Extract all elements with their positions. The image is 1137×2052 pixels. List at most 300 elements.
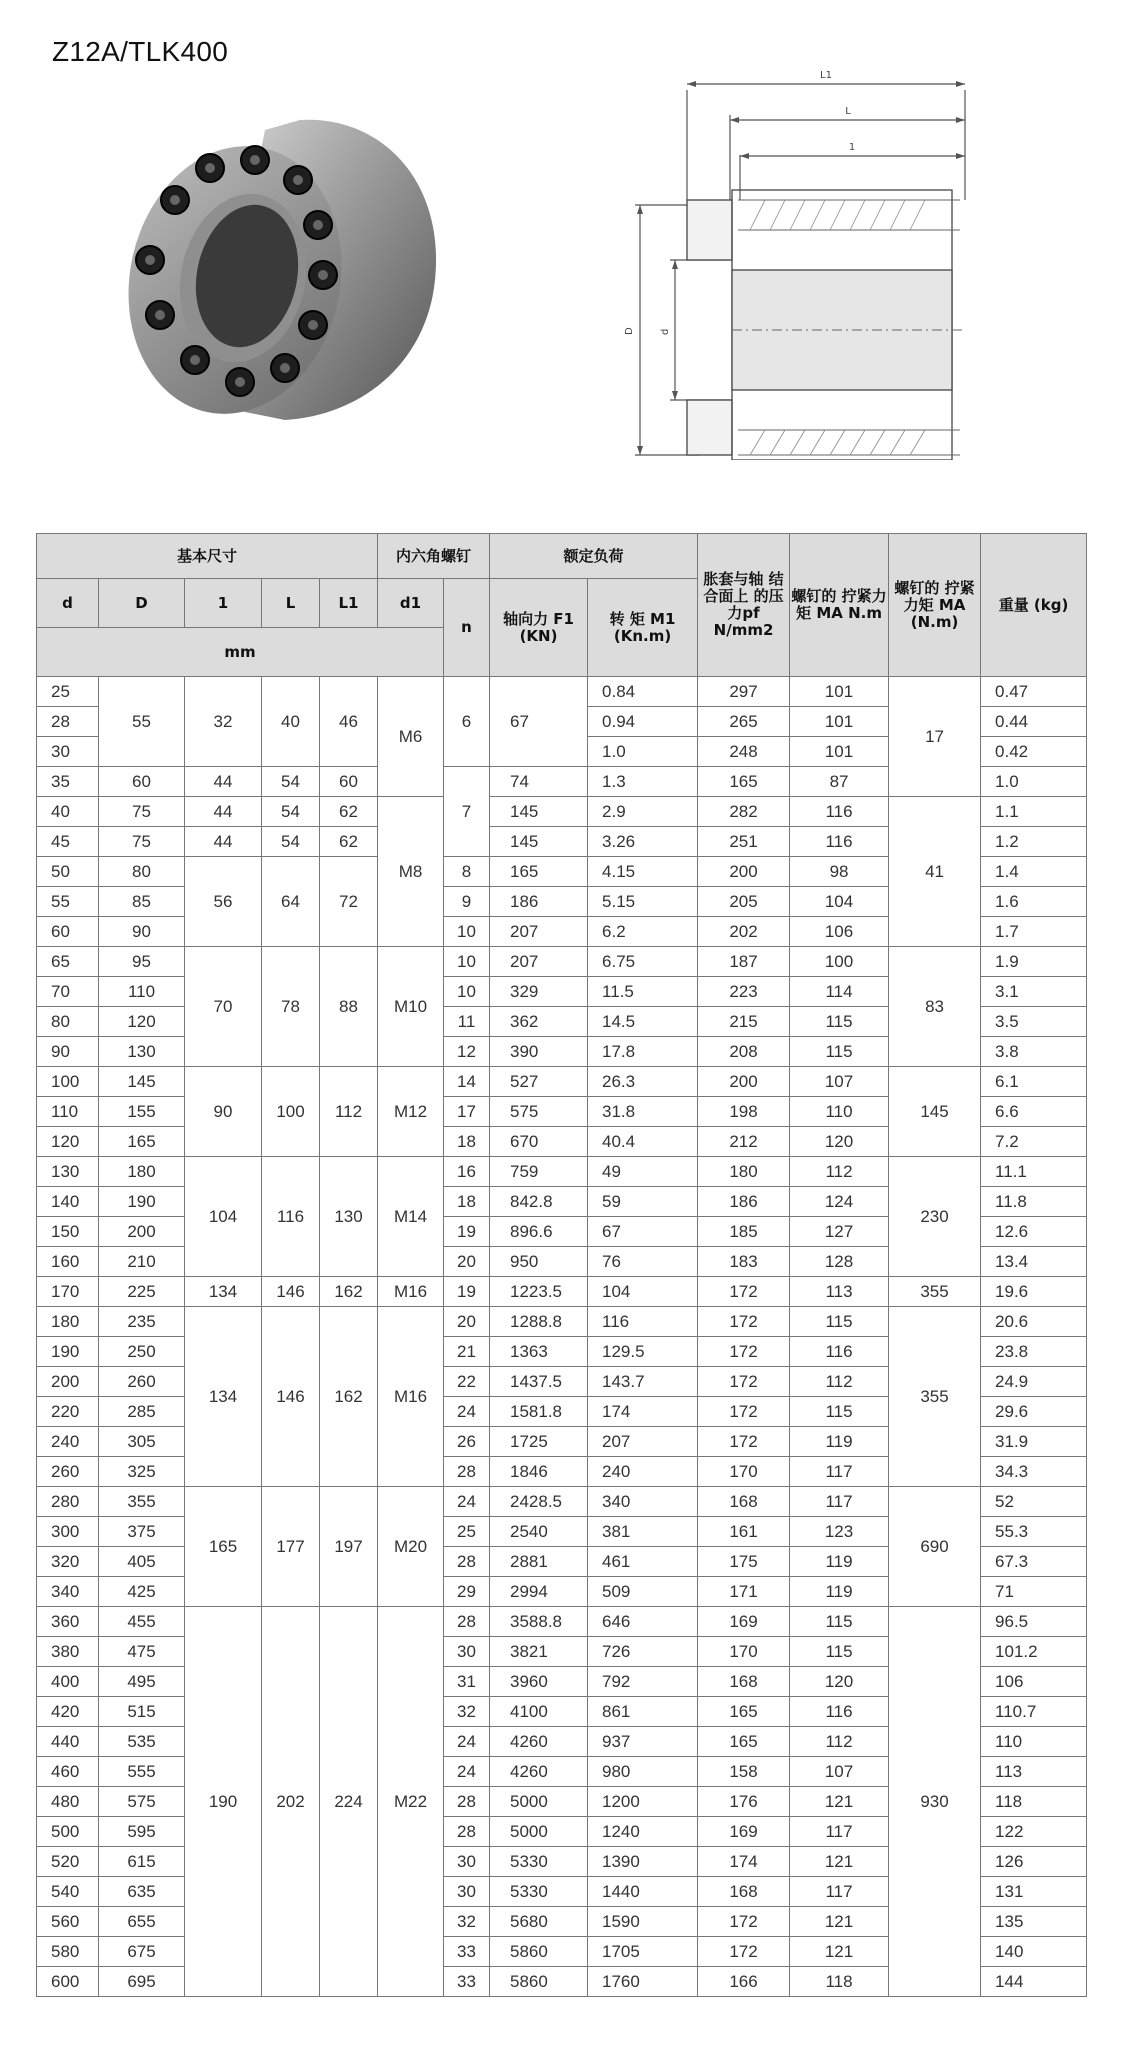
- cell-pf: 172: [698, 1907, 790, 1937]
- cell-d: 100: [37, 1067, 99, 1097]
- cell-ma: 117: [790, 1817, 889, 1847]
- cell-d: 145: [99, 1067, 185, 1097]
- cell-l1: 60: [320, 767, 378, 797]
- cell-f1: 5000: [490, 1787, 588, 1817]
- cell-ma: 106: [790, 917, 889, 947]
- header-L: L: [262, 579, 320, 628]
- cell-m1: 129.5: [588, 1337, 698, 1367]
- cell-m1: 6.2: [588, 917, 698, 947]
- cell-kg: 0.42: [981, 737, 1087, 767]
- cell-d: 160: [37, 1247, 99, 1277]
- header-L1: L1: [320, 579, 378, 628]
- cell-d: 200: [99, 1217, 185, 1247]
- cell-l: 78: [262, 947, 320, 1067]
- cell-ma: 121: [790, 1787, 889, 1817]
- cell-l: 165: [185, 1487, 262, 1607]
- cell-m1: 59: [588, 1187, 698, 1217]
- cell-d: 90: [99, 917, 185, 947]
- cell-f1: 527: [490, 1067, 588, 1097]
- cell-d: 480: [37, 1787, 99, 1817]
- cell-pf: 165: [698, 767, 790, 797]
- header-pressure: 胀套与轴 结合面上 的压力pf N/mm2: [698, 534, 790, 677]
- cell-kg: 31.9: [981, 1427, 1087, 1457]
- header-l: 1: [185, 579, 262, 628]
- cell-d: 500: [37, 1817, 99, 1847]
- cell-f1: 950: [490, 1247, 588, 1277]
- cell-f1: 2540: [490, 1517, 588, 1547]
- cell-pf: 186: [698, 1187, 790, 1217]
- cell-n: 28: [444, 1607, 490, 1637]
- cell-d: 235: [99, 1307, 185, 1337]
- cell-d1: M6: [378, 677, 444, 797]
- cell-d: 635: [99, 1877, 185, 1907]
- cell-kg: 1.0: [981, 767, 1087, 797]
- cell-d: 320: [37, 1547, 99, 1577]
- cell-ma2: 355: [889, 1307, 981, 1487]
- cell-kg: 144: [981, 1967, 1087, 1997]
- cell-ma: 121: [790, 1937, 889, 1967]
- cell-d: 180: [99, 1157, 185, 1187]
- cell-d: 130: [99, 1037, 185, 1067]
- cell-n: 24: [444, 1487, 490, 1517]
- cell-m1: 6.75: [588, 947, 698, 977]
- cell-kg: 7.2: [981, 1127, 1087, 1157]
- cell-pf: 172: [698, 1367, 790, 1397]
- cell-pf: 172: [698, 1307, 790, 1337]
- cell-ma2: 230: [889, 1157, 981, 1277]
- cell-n: 18: [444, 1127, 490, 1157]
- cell-d: 45: [37, 827, 99, 857]
- header-D: D: [99, 579, 185, 628]
- cell-kg: 6.6: [981, 1097, 1087, 1127]
- cell-pf: 158: [698, 1757, 790, 1787]
- cell-m1: 792: [588, 1667, 698, 1697]
- cell-l: 90: [185, 1067, 262, 1157]
- cell-m1: 143.7: [588, 1367, 698, 1397]
- cell-d: 260: [37, 1457, 99, 1487]
- cell-d: 60: [37, 917, 99, 947]
- cell-f1: 1581.8: [490, 1397, 588, 1427]
- cell-f1: 5860: [490, 1967, 588, 1997]
- cell-d: 35: [37, 767, 99, 797]
- cell-ma2: 145: [889, 1067, 981, 1157]
- cell-d: 80: [37, 1007, 99, 1037]
- cell-ma: 128: [790, 1247, 889, 1277]
- cell-n: 24: [444, 1757, 490, 1787]
- table-row: [37, 1067, 1087, 1097]
- cell-f1: 5330: [490, 1847, 588, 1877]
- cell-pf: 198: [698, 1097, 790, 1127]
- cell-n: 20: [444, 1307, 490, 1337]
- cell-ma2: 83: [889, 947, 981, 1067]
- cell-d: 65: [37, 947, 99, 977]
- cell-pf: 200: [698, 1067, 790, 1097]
- page-title: Z12A/TLK400: [52, 36, 229, 67]
- cell-kg: 1.6: [981, 887, 1087, 917]
- cell-kg: 71: [981, 1577, 1087, 1607]
- cell-d: 170: [37, 1277, 99, 1307]
- cell-m1: 207: [588, 1427, 698, 1457]
- cell-ma: 117: [790, 1457, 889, 1487]
- cell-kg: 67.3: [981, 1547, 1087, 1577]
- label-L1: L1: [820, 70, 832, 81]
- cell-pf: 175: [698, 1547, 790, 1577]
- cell-d: 200: [37, 1367, 99, 1397]
- cell-kg: 6.1: [981, 1067, 1087, 1097]
- cell-l: 54: [262, 797, 320, 827]
- cell-n: 10: [444, 977, 490, 1007]
- cell-pf: 185: [698, 1217, 790, 1247]
- cell-ma: 119: [790, 1427, 889, 1457]
- table-row: [37, 1157, 1087, 1187]
- cell-n: 28: [444, 1457, 490, 1487]
- cell-l: 32: [185, 677, 262, 767]
- cell-pf: 223: [698, 977, 790, 1007]
- cell-m1: 1760: [588, 1967, 698, 1997]
- cell-ma: 110: [790, 1097, 889, 1127]
- cell-kg: 1.9: [981, 947, 1087, 977]
- cell-f1: 329: [490, 977, 588, 1007]
- cell-n: 28: [444, 1817, 490, 1847]
- cell-m1: 49: [588, 1157, 698, 1187]
- cell-kg: 1.2: [981, 827, 1087, 857]
- cell-d: 120: [99, 1007, 185, 1037]
- cell-d: 615: [99, 1847, 185, 1877]
- cell-d: 425: [99, 1577, 185, 1607]
- cell-pf: 172: [698, 1397, 790, 1427]
- cell-d: 55: [37, 887, 99, 917]
- cell-ma: 112: [790, 1157, 889, 1187]
- cell-m1: 4.15: [588, 857, 698, 887]
- cell-d1: M20: [378, 1487, 444, 1607]
- cell-l: 64: [262, 857, 320, 947]
- cell-pf: 183: [698, 1247, 790, 1277]
- cell-l1: 46: [320, 677, 378, 767]
- cell-d: 375: [99, 1517, 185, 1547]
- cell-pf: 282: [698, 797, 790, 827]
- cell-n: 16: [444, 1157, 490, 1187]
- product-photo: [115, 110, 445, 440]
- cell-f1: 1223.5: [490, 1277, 588, 1307]
- section-drawing: [620, 60, 980, 460]
- cell-d: 120: [37, 1127, 99, 1157]
- header-screw-torque: 螺钉的 拧紧 力矩 MA (N.m): [889, 534, 981, 677]
- cell-m1: 1390: [588, 1847, 698, 1877]
- cell-m1: 1.0: [588, 737, 698, 767]
- cell-d: 70: [37, 977, 99, 1007]
- cell-ma: 119: [790, 1547, 889, 1577]
- cell-m1: 76: [588, 1247, 698, 1277]
- header-unit-mm: mm: [37, 628, 444, 677]
- header-hex-screw: 内六角螺钉: [378, 534, 490, 579]
- cell-ma: 113: [790, 1277, 889, 1307]
- cell-f1: 4260: [490, 1757, 588, 1787]
- cell-d: 55: [99, 677, 185, 767]
- cell-pf: 251: [698, 827, 790, 857]
- cell-d: 110: [37, 1097, 99, 1127]
- cell-l1: 197: [320, 1487, 378, 1607]
- cell-m1: 1240: [588, 1817, 698, 1847]
- cell-ma: 117: [790, 1487, 889, 1517]
- cell-n: 29: [444, 1577, 490, 1607]
- cell-l1: 162: [320, 1307, 378, 1487]
- cell-n: 19: [444, 1217, 490, 1247]
- cell-d: 495: [99, 1667, 185, 1697]
- cell-kg: 131: [981, 1877, 1087, 1907]
- cell-n: 32: [444, 1907, 490, 1937]
- cell-m1: 1705: [588, 1937, 698, 1967]
- cell-d: 560: [37, 1907, 99, 1937]
- cell-kg: 1.4: [981, 857, 1087, 887]
- cell-pf: 172: [698, 1337, 790, 1367]
- cell-n: 28: [444, 1787, 490, 1817]
- cell-m1: 5.15: [588, 887, 698, 917]
- cell-n: 33: [444, 1967, 490, 1997]
- cell-pf: 165: [698, 1697, 790, 1727]
- cell-n: 7: [444, 767, 490, 857]
- cell-pf: 200: [698, 857, 790, 887]
- cell-f1: 4260: [490, 1727, 588, 1757]
- cell-kg: 3.5: [981, 1007, 1087, 1037]
- cell-f1: 145: [490, 827, 588, 857]
- header-weight: 重量 (kg): [981, 534, 1087, 677]
- cell-d: 675: [99, 1937, 185, 1967]
- label-L: L: [845, 106, 851, 117]
- cell-pf: 265: [698, 707, 790, 737]
- cell-kg: 101.2: [981, 1637, 1087, 1667]
- cell-l1: 112: [320, 1067, 378, 1157]
- cell-d: 305: [99, 1427, 185, 1457]
- cell-pf: 248: [698, 737, 790, 767]
- cell-kg: 126: [981, 1847, 1087, 1877]
- cell-n: 8: [444, 857, 490, 887]
- cell-m1: 67: [588, 1217, 698, 1247]
- cell-d: 190: [37, 1337, 99, 1367]
- cell-pf: 172: [698, 1277, 790, 1307]
- cell-d: 40: [37, 797, 99, 827]
- cell-ma: 112: [790, 1727, 889, 1757]
- cell-n: 30: [444, 1847, 490, 1877]
- cell-f1: 670: [490, 1127, 588, 1157]
- cell-d: 110: [99, 977, 185, 1007]
- cell-d: 400: [37, 1667, 99, 1697]
- cell-d1: M16: [378, 1307, 444, 1487]
- label-d: d: [660, 328, 671, 335]
- cell-m1: 1200: [588, 1787, 698, 1817]
- cell-pf: 165: [698, 1727, 790, 1757]
- cell-kg: 0.44: [981, 707, 1087, 737]
- cell-m1: 17.8: [588, 1037, 698, 1067]
- cell-l: 100: [262, 1067, 320, 1157]
- cell-ma: 101: [790, 737, 889, 767]
- cell-m1: 31.8: [588, 1097, 698, 1127]
- cell-kg: 11.1: [981, 1157, 1087, 1187]
- cell-d: 285: [99, 1397, 185, 1427]
- cell-l1: 62: [320, 797, 378, 827]
- cell-l1: 224: [320, 1607, 378, 1997]
- cell-kg: 113: [981, 1757, 1087, 1787]
- cell-ma: 107: [790, 1067, 889, 1097]
- cell-f1: 842.8: [490, 1187, 588, 1217]
- cell-pf: 176: [698, 1787, 790, 1817]
- cell-ma: 123: [790, 1517, 889, 1547]
- cell-d: 340: [37, 1577, 99, 1607]
- cell-pf: 212: [698, 1127, 790, 1157]
- cell-d: 165: [99, 1127, 185, 1157]
- header-rated-load: 额定负荷: [490, 534, 698, 579]
- cell-m1: 1440: [588, 1877, 698, 1907]
- cell-d: 580: [37, 1937, 99, 1967]
- cell-n: 19: [444, 1277, 490, 1307]
- cell-n: 33: [444, 1937, 490, 1967]
- cell-pf: 297: [698, 677, 790, 707]
- cell-n: 26: [444, 1427, 490, 1457]
- cell-d: 220: [37, 1397, 99, 1427]
- cell-ma: 119: [790, 1577, 889, 1607]
- cell-pf: 168: [698, 1877, 790, 1907]
- cell-f1: 5000: [490, 1817, 588, 1847]
- cell-l: 190: [185, 1607, 262, 1997]
- cell-m1: 1.3: [588, 767, 698, 797]
- cell-n: 22: [444, 1367, 490, 1397]
- cell-kg: 106: [981, 1667, 1087, 1697]
- cell-d: 455: [99, 1607, 185, 1637]
- cell-kg: 34.3: [981, 1457, 1087, 1487]
- cell-ma: 115: [790, 1397, 889, 1427]
- table-row: [37, 1307, 1087, 1337]
- cell-d: 150: [37, 1217, 99, 1247]
- cell-ma: 115: [790, 1307, 889, 1337]
- header-d: d: [37, 579, 99, 628]
- cell-m1: 0.94: [588, 707, 698, 737]
- cell-ma: 107: [790, 1757, 889, 1787]
- cell-ma: 101: [790, 677, 889, 707]
- cell-kg: 1.1: [981, 797, 1087, 827]
- cell-d: 250: [99, 1337, 185, 1367]
- cell-pf: 180: [698, 1157, 790, 1187]
- cell-d1: M10: [378, 947, 444, 1067]
- cell-l: 104: [185, 1157, 262, 1277]
- cell-kg: 1.7: [981, 917, 1087, 947]
- cell-d1: M12: [378, 1067, 444, 1157]
- cell-d: 535: [99, 1727, 185, 1757]
- cell-ma: 116: [790, 827, 889, 857]
- cell-l: 44: [185, 827, 262, 857]
- cell-ma: 115: [790, 1007, 889, 1037]
- cell-ma: 101: [790, 707, 889, 737]
- cell-f1: 145: [490, 797, 588, 827]
- cell-l: 40: [262, 677, 320, 767]
- cell-kg: 3.8: [981, 1037, 1087, 1067]
- cell-d: 360: [37, 1607, 99, 1637]
- cell-kg: 55.3: [981, 1517, 1087, 1547]
- cell-d: 210: [99, 1247, 185, 1277]
- header-n: n: [444, 579, 490, 677]
- cell-d: 240: [37, 1427, 99, 1457]
- cell-f1: 390: [490, 1037, 588, 1067]
- cell-pf: 171: [698, 1577, 790, 1607]
- cell-d: 25: [37, 677, 99, 707]
- cell-n: 21: [444, 1337, 490, 1367]
- cell-kg: 12.6: [981, 1217, 1087, 1247]
- cell-d: 595: [99, 1817, 185, 1847]
- cell-m1: 3.26: [588, 827, 698, 857]
- cell-m1: 340: [588, 1487, 698, 1517]
- cell-ma2: 355: [889, 1277, 981, 1307]
- cell-n: 30: [444, 1637, 490, 1667]
- cell-n: 14: [444, 1067, 490, 1097]
- cell-kg: 110: [981, 1727, 1087, 1757]
- cell-d: 405: [99, 1547, 185, 1577]
- cell-d: 325: [99, 1457, 185, 1487]
- cell-l: 134: [185, 1277, 262, 1307]
- cell-m1: 2.9: [588, 797, 698, 827]
- table-row: [37, 1277, 1087, 1307]
- cell-m1: 40.4: [588, 1127, 698, 1157]
- cell-ma: 127: [790, 1217, 889, 1247]
- cell-kg: 118: [981, 1787, 1087, 1817]
- cell-pf: 169: [698, 1607, 790, 1637]
- cell-kg: 29.6: [981, 1397, 1087, 1427]
- cell-f1: 362: [490, 1007, 588, 1037]
- cell-m1: 14.5: [588, 1007, 698, 1037]
- cell-kg: 20.6: [981, 1307, 1087, 1337]
- cell-f1: 67: [490, 677, 588, 767]
- cell-ma: 87: [790, 767, 889, 797]
- cell-n: 24: [444, 1397, 490, 1427]
- cell-d: 60: [99, 767, 185, 797]
- cell-ma2: 41: [889, 797, 981, 947]
- table-row: [37, 797, 1087, 827]
- cell-f1: 3588.8: [490, 1607, 588, 1637]
- cell-l: 44: [185, 797, 262, 827]
- cell-pf: 172: [698, 1937, 790, 1967]
- cell-n: 9: [444, 887, 490, 917]
- cell-n: 31: [444, 1667, 490, 1697]
- cell-m1: 509: [588, 1577, 698, 1607]
- cell-pf: 174: [698, 1847, 790, 1877]
- header-tightening-torque: 螺钉的 拧紧力矩 MA N.m: [790, 534, 889, 677]
- cell-m1: 0.84: [588, 677, 698, 707]
- cell-d: 90: [37, 1037, 99, 1067]
- cell-d: 75: [99, 827, 185, 857]
- cell-l: 44: [185, 767, 262, 797]
- cell-d1: M16: [378, 1277, 444, 1307]
- cell-ma: 116: [790, 797, 889, 827]
- cell-ma: 121: [790, 1907, 889, 1937]
- label-l: 1: [848, 142, 856, 153]
- cell-f1: 5680: [490, 1907, 588, 1937]
- header-basic-dimensions: 基本尺寸: [37, 534, 378, 579]
- cell-f1: 74: [490, 767, 588, 797]
- cell-ma2: 930: [889, 1607, 981, 1997]
- table-row: [37, 677, 1087, 707]
- cell-pf: 168: [698, 1487, 790, 1517]
- cell-kg: 122: [981, 1817, 1087, 1847]
- cell-f1: 2428.5: [490, 1487, 588, 1517]
- cell-l: 146: [262, 1277, 320, 1307]
- cell-n: 32: [444, 1697, 490, 1727]
- cell-d: 180: [37, 1307, 99, 1337]
- cell-n: 6: [444, 677, 490, 767]
- cell-m1: 726: [588, 1637, 698, 1667]
- cell-f1: 1288.8: [490, 1307, 588, 1337]
- cell-d: 540: [37, 1877, 99, 1907]
- cell-kg: 24.9: [981, 1367, 1087, 1397]
- cell-n: 28: [444, 1547, 490, 1577]
- cell-ma: 124: [790, 1187, 889, 1217]
- cell-l1: 162: [320, 1277, 378, 1307]
